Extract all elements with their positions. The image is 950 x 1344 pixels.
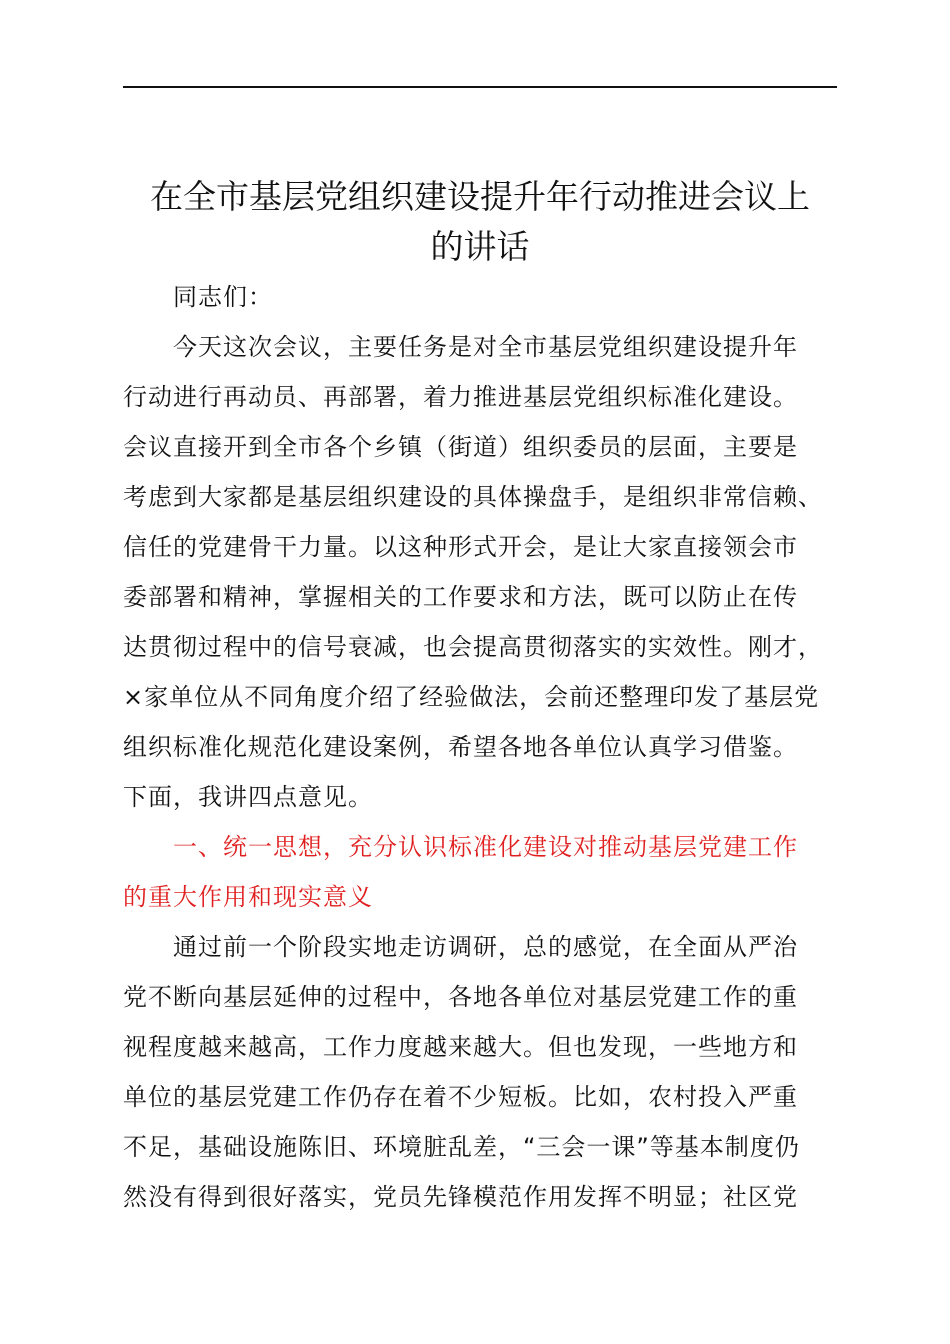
paragraph-line: 党不断向基层延伸的过程中，各地各单位对基层党建工作的重 [123, 983, 798, 1011]
section-heading-line: 一、统一思想，充分认识标准化建设对推动基层党建工作 [173, 833, 798, 861]
paragraph-line: 组织标准化规范化建设案例，希望各地各单位认真学习借鉴。 [123, 733, 798, 761]
paragraph-line: 委部署和精神，掌握相关的工作要求和方法，既可以防止在传 [123, 583, 798, 611]
paragraph-line: ×家单位从不同角度介绍了经验做法，会前还整理印发了基层党 [123, 683, 820, 711]
document-title [110, 172, 850, 272]
title-line: 在全市基层党组织建设提升年行动推进会议上 [150, 177, 810, 217]
document-body [123, 272, 837, 1222]
section-heading-line: 的重大作用和现实意义 [123, 883, 373, 911]
paragraph-line: 视程度越来越高，工作力度越来越大。但也发现，一些地方和 [123, 1033, 798, 1061]
paragraph-line: 通过前一个阶段实地走访调研，总的感觉，在全面从严治 [173, 933, 798, 961]
title-line: 的讲话 [430, 227, 530, 267]
header-rule [123, 86, 837, 88]
salutation: 同志们： [173, 283, 273, 311]
paragraph-line: 下面，我讲四点意见。 [123, 783, 373, 811]
paragraph-line: 行动进行再动员、再部署，着力推进基层党组织标准化建设。 [123, 383, 798, 411]
paragraph-line: 单位的基层党建工作仍存在着不少短板。比如，农村投入严重 [123, 1083, 798, 1111]
paragraph-line: 今天这次会议，主要任务是对全市基层党组织建设提升年 [173, 333, 798, 361]
paragraph-line: 考虑到大家都是基层组织建设的具体操盘手，是组织非常信赖、 [123, 483, 823, 511]
paragraph-lines [123, 322, 837, 1222]
paragraph-line: 会议直接开到全市各个乡镇（街道）组织委员的层面，主要是 [123, 433, 798, 461]
paragraph-line: 信任的党建骨干力量。以这种形式开会，是让大家直接领会市 [123, 533, 798, 561]
paragraph-line: 然没有得到很好落实，党员先锋模范作用发挥不明显；社区党 [123, 1183, 798, 1211]
paragraph-line: 不足，基础设施陈旧、环境脏乱差，“三会一课”等基本制度仍 [123, 1133, 800, 1161]
paragraph-line: 达贯彻过程中的信号衰减，也会提高贯彻落实的实效性。刚才， [123, 633, 823, 661]
